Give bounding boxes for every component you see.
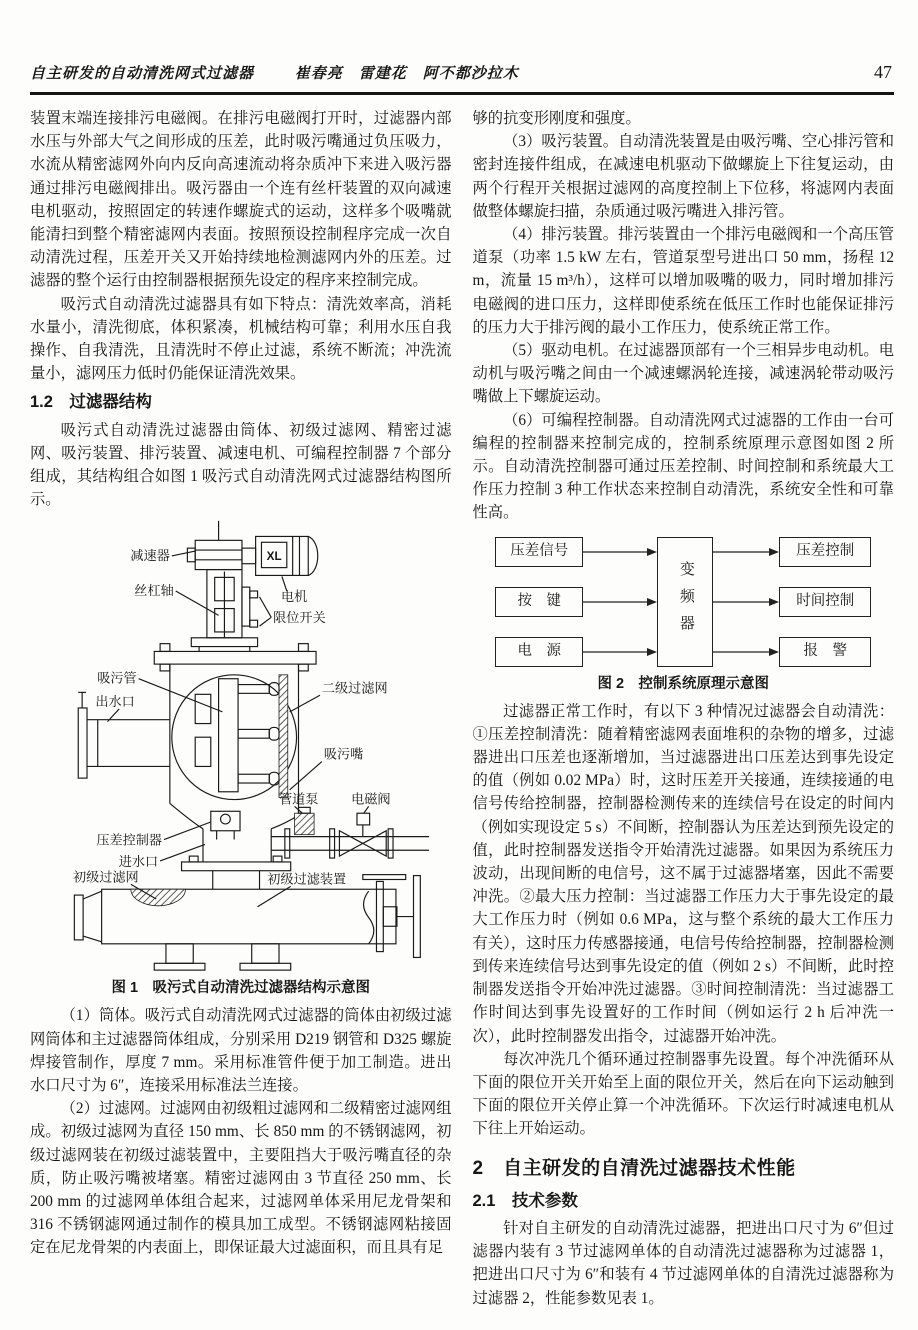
paragraph-wash-cycles: 每次冲洗几个循环通过控制器事先设置。每个冲洗循环从下面的限位开关开始至上面的限位开关，然后在向下运动触到下面的限位开关停止算一个冲洗循环。下次运行时减速电机从下往上开始运动。 (472, 1050, 894, 1138)
fig1-label-solenoid-valve: 电磁阀 (350, 791, 391, 807)
fig2-box-buttons: 按 键 (495, 587, 583, 617)
fig2-box-alarm: 报 警 (779, 637, 871, 667)
page-number: 47 (874, 62, 892, 82)
running-head-authors: 崔春亮 雷建花 阿不都沙拉木 (294, 66, 519, 82)
figure-1-caption: 图 1 吸污式自动清洗过滤器结构示意图 (111, 980, 371, 997)
fig1-label-primary-device: 初级过滤装置 (267, 871, 346, 887)
running-head-left (30, 62, 519, 83)
paragraph-item-4: （4）排污装置。排污装置由一个排污电磁阀和一个高压管道泵（功率 1.5 kW 左右，管道泵型号进出口 50 mm，扬程 12 m，流量 15 m³/h），这样可以增加吸嘴的吸力，同时增加排污电磁阀的进口压力，这样即使系统在低压工作时也能保证排污的压力大于排污阀的最小工作压力，使系统正常工作。 (472, 226, 894, 336)
fig2-box-pressure-control: 压差控制 (779, 537, 871, 567)
paragraph-item-1: （1）筒体。吸污式自动清洗网式过滤器的筒体由初级过滤网筒体和主过滤器筒体组成，分别采用 D219 钢管和 D325 螺旋焊接管制作，厚度 7 mm。采用标准管件便于加工制造。进出水口尺寸为 6″，连接采用标准法兰连接。 (30, 1007, 452, 1095)
paragraph-continuation: 装置末端连接排污电磁阀。在排污电磁阀打开时，过滤器内部水压与外部大气之间形成的压差，此时吸污嘴通过负压吸力，水流从精密滤网外向内反向高速流动将杂质冲下来进入吸污器通过排污电磁阀排出。吸污器由一个连有丝杆装置的双向减速电机驱动，按照固定的转速作螺旋式的运动，这样多个吸嘴就能清扫到整个精密滤网内表面。按照预设控制程序完成一次自动清洗过程，压差开关又开始持续地检测滤网内外的压差。过滤器的整个运行由控制器根据预先设定的程序来控制完成。 (30, 110, 452, 290)
fig1-label-pressure-controller: 压差控制器 (96, 832, 162, 848)
paragraph-features: 吸污式自动清洗过滤器具有如下特点：清洗效率高，消耗水量小，清洗彻底，体积紧凑，机械结构可靠；利用水压自我操作、自我清洗，且清洗时不停止过滤，系统不断流；冲洗流量小，滤网压力低时仍能保证清洗效果。 (30, 295, 452, 383)
fig1-label-motor: 电机 (280, 589, 308, 605)
figure-2-diagram (487, 533, 879, 671)
fig1-label-secondary-mesh: 二级过滤网 (321, 680, 388, 696)
figure-1-diagram (41, 515, 441, 975)
header-rule (30, 92, 894, 95)
fig1-label-outlet: 出水口 (95, 694, 135, 710)
fig2-box-pressure-signal: 压差信号 (495, 537, 583, 567)
paragraph-item-6: （6）可编程控制器。自动清洗网式过滤器的工作由一台可编程的控制器来控制完成的，控制系统原理示意图如图 2 所示。自动清洗控制器可通过压差控制、时间控制和系统最大工作压力控制 3 种工作状态来控制自动清洗，系统安全性和可靠性高。 (472, 411, 894, 522)
fig2-box-time-control: 时间控制 (779, 587, 871, 617)
running-head (30, 62, 892, 83)
paragraph-continuation: 够的抗变形刚度和强度。 (472, 110, 641, 127)
right-column (473, 107, 895, 1310)
running-head-title: 自主研发的自动清洗网式过滤器 (30, 66, 255, 82)
two-column-body (30, 107, 894, 1310)
paragraph-item-2: （2）过滤网。过滤网由初级粗过滤网和二级精密过滤网组成。初级过滤网为直径 150 mm、长 850 mm 的不锈钢滤网，初级过滤网装在初级过滤装置中，主要阻挡大于吸污嘴直径的杂质，防止吸污嘴被堵塞。精密过滤网由 3 节直径 250 mm、长 200 mm 的过滤网单体组合起来，过滤网单体采用尼龙骨架和 316 不锈钢滤网通过制作的模具加工成型。不锈钢滤网粘接固定在尼龙骨架的内表面上，即保证最大过滤面积，而且具有足 (30, 1100, 452, 1257)
paragraph-item-3: （3）吸污装置。自动清洗装置是由吸污嘴、空心排污管和密封连接件组成，在减速电机驱动下做螺旋上下往复运动，由两个行程开关根据过滤网的高度控制上下位移，将滤网内表面做整体螺旋扫描，杂质通过吸污嘴进入排污管。 (472, 133, 894, 220)
fig1-label-primary-mesh: 初级过滤网 (72, 869, 139, 885)
paragraph-tech-params: 针对自主研发的自动清洗过滤器，把进出口尺寸为 6″但过滤器内装有 3 节过滤网单体的自动清洗过滤器称为过滤器 1，把进出口尺寸为 6″和装有 4 节过滤网单体的自清洗过滤器称为过滤器 2，性能参数见表 1。 (472, 1219, 894, 1307)
fig1-label-suction-nozzle: 吸污嘴 (323, 747, 364, 763)
left-column (30, 107, 452, 1310)
section-heading-2: 2 自主研发的自清洗过滤器技术性能 (472, 1157, 796, 1179)
fig1-label-pipeline-pump: 管道泵 (278, 791, 319, 807)
paragraph-item-5: （5）驱动电机。在过滤器顶部有一个三相异步电动机。电动机与吸污嘴之间由一个减速螺涡轮连接，减速涡轮带动吸污嘴做上下螺旋运动。 (472, 342, 894, 406)
fig1-label-inlet: 进水口 (118, 854, 158, 870)
section-heading-2-1: 2.1 技术参数 (472, 1191, 578, 1210)
fig1-motor-plate: XL (266, 550, 282, 564)
fig1-label-limit-switch: 限位开关 (272, 610, 326, 626)
fig1-label-reducer: 减速器 (130, 548, 170, 564)
fig1-label-suction-pipe: 吸污管 (97, 671, 137, 687)
fig1-label-screw-shaft: 丝杠轴 (134, 583, 174, 599)
figure-2 (473, 533, 895, 694)
figure-2-caption: 图 2 控制系统原理示意图 (597, 675, 770, 692)
fig2-box-power: 电 源 (495, 637, 583, 667)
fig2-box-frequency-converter: 变频器 (657, 537, 713, 667)
figure-1 (30, 515, 452, 998)
paragraph-structure: 吸污式自动清洗过滤器由筒体、初级过滤网、精密过滤网、吸污装置、排污装置、减速电机、可编程控制器 7 个部分组成，其结构组合如图 1 吸污式自动清洗网式过滤器结构图所示。 (30, 421, 452, 509)
paragraph-working-modes: 过滤器正常工作时，有以下 3 种情况过滤器会自动清洗：①压差控制清洗：随着精密滤网表面堆积的杂物的增多，过滤器进出口压差也逐渐增加，当过滤器进出口压差达到事先设定的值（例如 0.02 MPa）时，这时压差开关接通，连续接通的电信号传给控制器，控制器检测传来的连续信号在设定的时间内（例如实现设定 5 s）不间断，控制器认为压差达到预先设定的值，此时控制器发送指令开始清洗过滤器。如果因为系统压力波动，出现间断的电信号，这不属于过滤器堵塞，因此不需要冲洗。②最大压力控制：当过滤器工作压力大于事先设定的最大工作压力时（例如 0.6 MPa，这与整个系统的最大工作压力有关），这时压力传感器接通，电信号传给控制器，控制器检测到传来连续信号达到事先设定的值（例如 2 s）不间断，此时控制器发送指令开始冲洗过滤器。③时间控制清洗：当过滤器工作时间达到事先设置好的工作时间（例如运行 2 h 后冲洗一次），此时控制器发出指令，过滤器开始冲洗。 (472, 702, 894, 1045)
section-heading-1-2: 1.2 过滤器结构 (30, 393, 152, 412)
